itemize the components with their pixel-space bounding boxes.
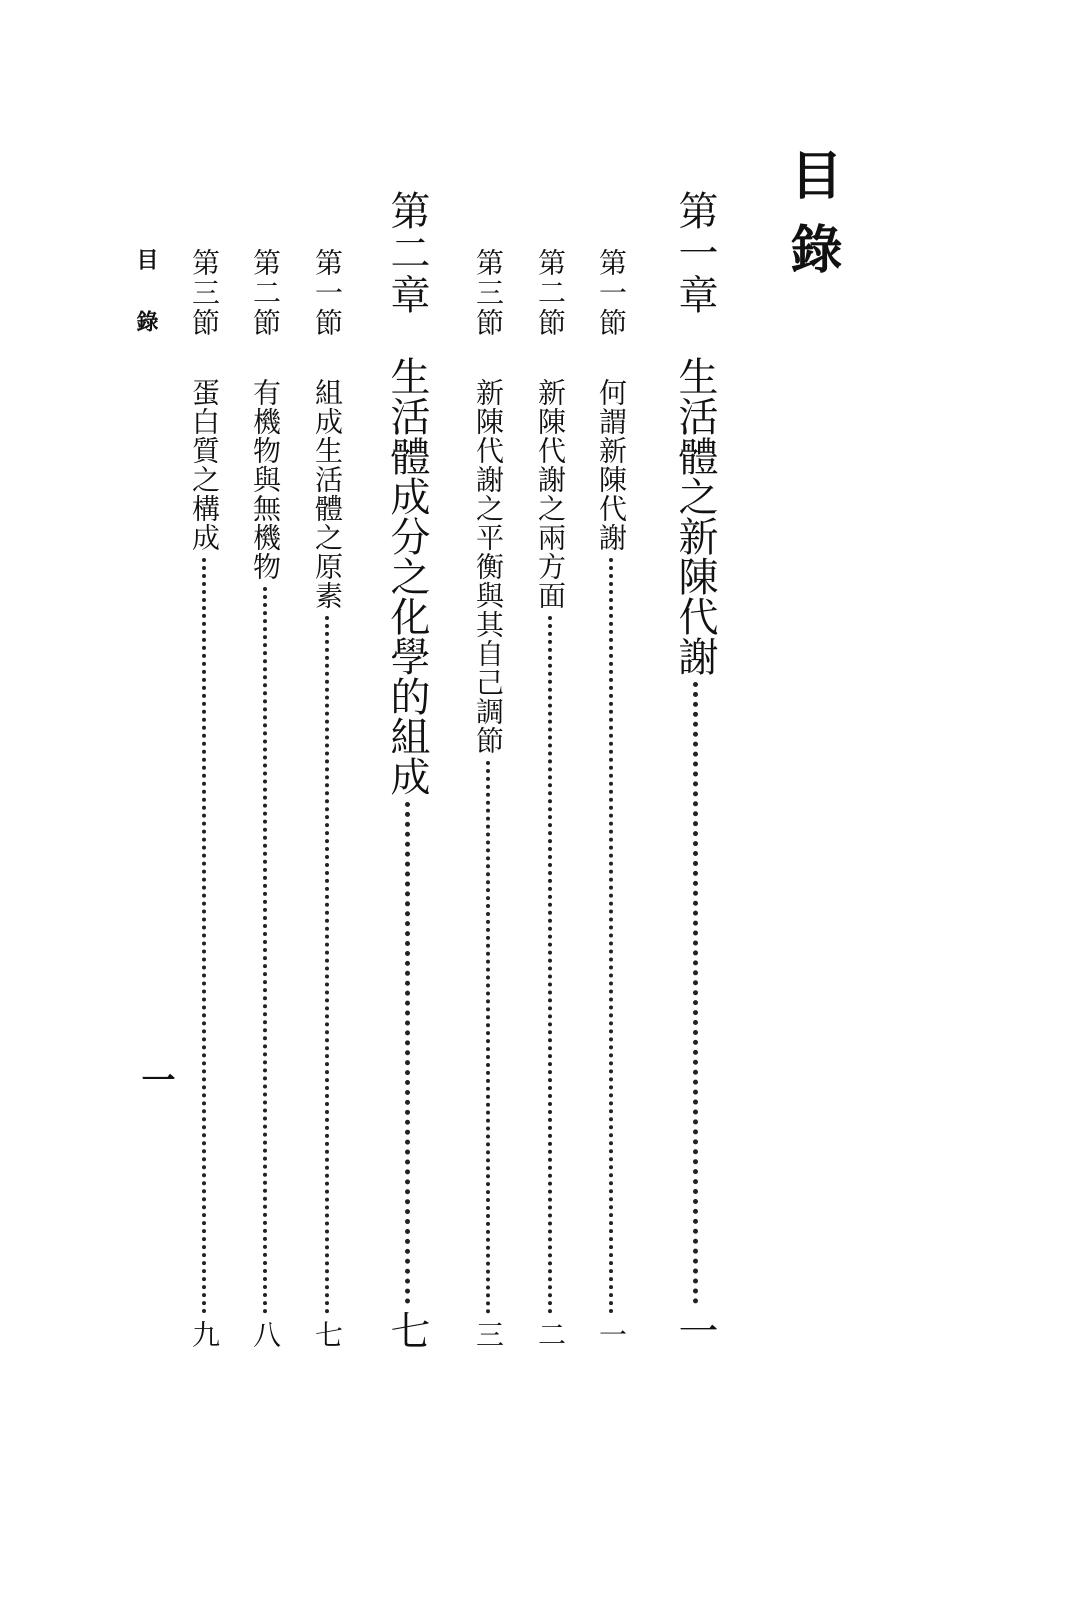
entry-page-number: 二 xyxy=(534,1320,567,1348)
entry-page-number: 九 xyxy=(188,1320,221,1348)
entry-label: 第二節 xyxy=(249,248,282,338)
toc-entry-section-2-2[interactable] xyxy=(247,248,283,1348)
entry-label: 第一節 xyxy=(595,248,628,338)
entry-label: 第三節 xyxy=(472,248,505,338)
entry-label: 第一節 xyxy=(311,248,344,338)
entry-title: 有機物與無機物 xyxy=(249,378,282,581)
entry-page-number: 七 xyxy=(311,1320,344,1348)
dot-leader xyxy=(202,558,206,1314)
entry-label: 第三節 xyxy=(188,248,221,338)
entry-label: 第二章 xyxy=(384,190,430,316)
entry-title: 組成生活體之原素 xyxy=(311,378,344,610)
entry-label: 第二節 xyxy=(534,248,567,338)
entry-title: 新陳代謝之平衡與其自己調節 xyxy=(472,378,505,755)
entry-page-number: 七 xyxy=(384,1310,430,1350)
entry-page-number: 一 xyxy=(595,1320,628,1348)
entry-title: 新陳代謝之兩方面 xyxy=(534,378,567,610)
toc-entry-section-1-3[interactable] xyxy=(470,248,506,1348)
entry-page-number: 一 xyxy=(672,1310,718,1350)
toc-entry-chapter-2[interactable] xyxy=(382,190,432,1350)
entry-label: 第一章 xyxy=(672,190,718,316)
toc-entry-section-1-2[interactable] xyxy=(532,248,568,1348)
dot-leader xyxy=(609,558,613,1314)
dot-leader xyxy=(263,587,267,1314)
entry-page-number: 三 xyxy=(472,1320,505,1348)
page-title: 目錄 xyxy=(781,148,842,296)
toc-entry-section-1-1[interactable] xyxy=(593,248,629,1348)
toc-entry-section-2-3[interactable] xyxy=(186,248,222,1348)
folio-page-number: 一 xyxy=(135,1062,175,1096)
entry-title: 何謂新陳代謝 xyxy=(595,378,628,552)
dot-leader xyxy=(486,761,490,1314)
toc-entry-section-2-1[interactable] xyxy=(309,248,345,1348)
entry-title: 生活體成分之化學的組成 xyxy=(384,356,430,796)
dot-leader xyxy=(325,616,329,1314)
dot-leader xyxy=(548,616,552,1314)
toc-entry-chapter-1[interactable] xyxy=(670,190,720,1350)
dot-leader xyxy=(405,802,410,1304)
dot-leader xyxy=(693,682,698,1304)
running-header: 目錄 xyxy=(133,248,159,372)
entry-title: 蛋白質之構成 xyxy=(188,378,221,552)
entry-page-number: 八 xyxy=(249,1320,282,1348)
entry-title: 生活體之新陳代謝 xyxy=(672,356,718,676)
